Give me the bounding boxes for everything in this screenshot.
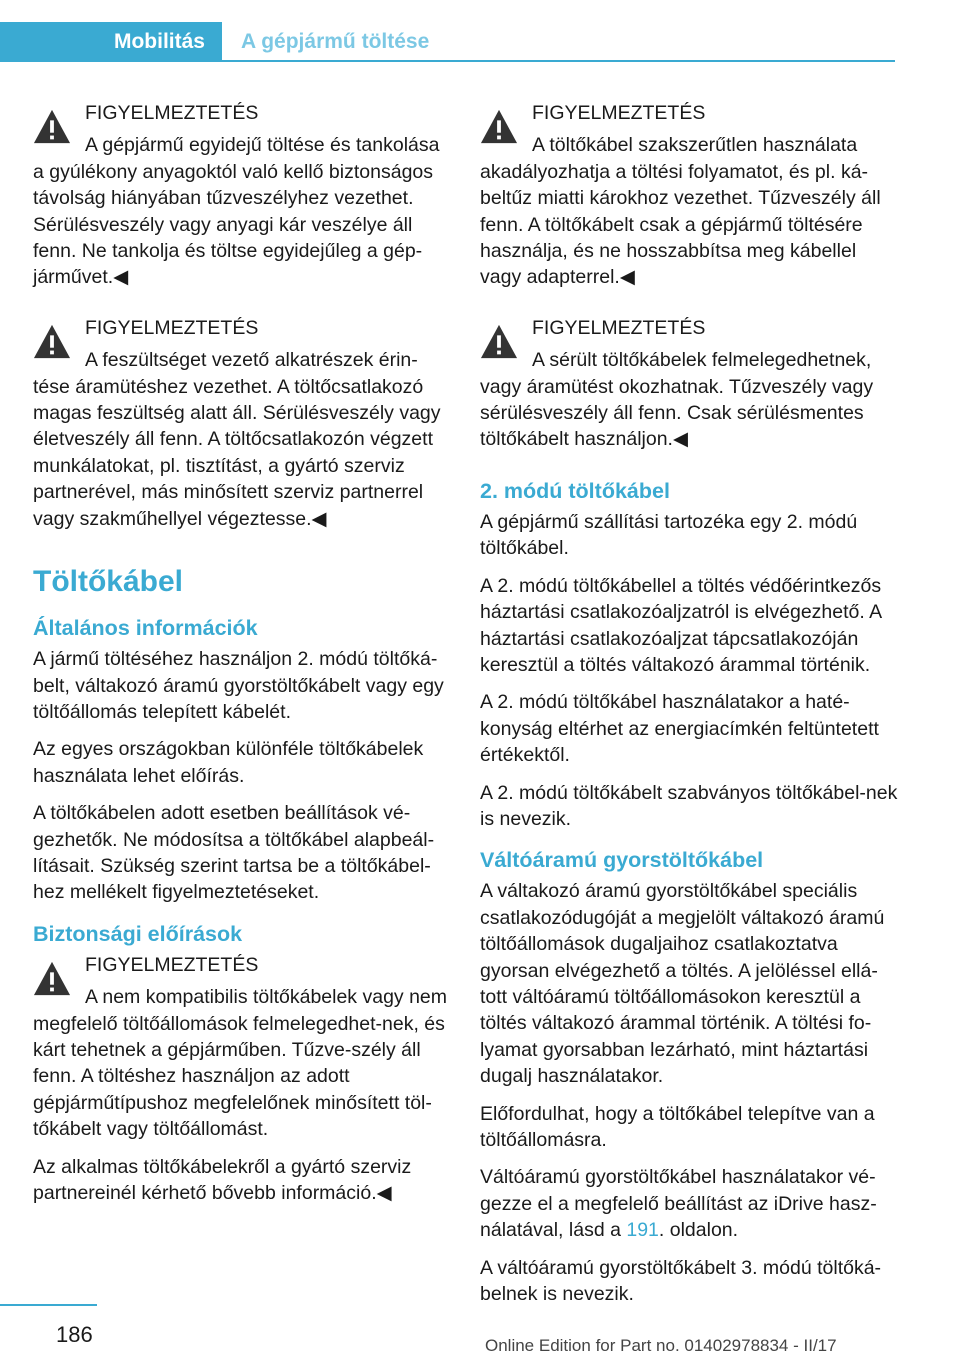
warning-text: A töltőkábel szakszerűtlen használata akadályozhatja a töltési folyamatot, és pl. ká-beltűz miatti károkhoz vezethet. Tűzveszély áll fenn. A töltőkábelt csak a gépjármű töltésére használja, és ne hosszabbítsa meg kábellel vagy adapterrel.◀ — [480, 134, 881, 289]
warning-title: FIGYELMEZTETÉS — [85, 953, 259, 976]
subsection-heading: 2. módú töltőkábel — [480, 478, 670, 503]
right-column — [480, 100, 898, 1318]
warning-triangle-icon — [480, 323, 518, 361]
paragraph: A gépjármű szállítási tartozéka egy 2. módú töltőkábel. — [480, 510, 858, 560]
header-section-tab: Mobilitás — [97, 22, 222, 62]
warning-block — [480, 315, 898, 453]
warning-title: FIGYELMEZTETÉS — [85, 102, 259, 124]
paragraph: A jármű töltéséhez használjon 2. módú töltőká-belt, váltakozó áramú gyorstöltőkábelt vagy egy töltőállomás telepített kábelét. — [33, 648, 444, 723]
paragraph: Előfordulhat, hogy a töltőkábel telepítve van a töltőállomásra. — [480, 1102, 875, 1151]
warning-title: FIGYELMEZTETÉS — [532, 102, 706, 124]
header-accent-block — [0, 22, 97, 62]
page-number-rule — [0, 1304, 97, 1306]
warning-block — [33, 315, 451, 532]
warning-triangle-icon — [33, 960, 71, 998]
paragraph: A töltőkábelen adott esetben beállítások vé-gezhetők. Ne módosítsa a töltőkábel alapbeál-lításait. Szükség szerint tartsa be a töltőkábel-hez mellékelt figyelmeztetéseket. — [33, 802, 435, 904]
paragraph-text: . oldalon. — [658, 1219, 739, 1242]
page-reference-link[interactable]: 191 — [626, 1219, 659, 1242]
paragraph — [480, 1164, 898, 1243]
paragraph: A váltóáramú gyorstöltőkábelt 3. módú töltőká-belnek is nevezik. — [480, 1256, 882, 1306]
subsection-heading: Általános információk — [33, 616, 258, 641]
edition-footer: Online Edition for Part no. 01402978834 - II/17 — [485, 1336, 837, 1355]
subsection-heading: Váltóáramú gyorstöltőkábel — [480, 848, 764, 873]
paragraph: A 2. módú töltőkábel használatakor a haté-konyság eltérhet az energiacímkén feltüntetett értékektől. — [480, 691, 879, 767]
warning-text: A gépjármű egyidejű töltése és tankolása a gyúlékony anyagoktól való kellő biztonságos távolság hiányában tűzveszélyhez vezethet. Sérülésveszély vagy anyagi kár veszélye áll fenn. Ne tankolja és töltse egyidejűleg a gép-járművet.◀ — [33, 134, 440, 289]
paragraph: Az egyes országokban különféle töltőkábelek használata lehet előírás. — [33, 738, 424, 787]
warning-block — [33, 952, 451, 1207]
warning-text: A feszültséget vezető alkatrészek érin-tése áramütéshez vezethet. A töltőcsatlakozó magas feszültség alatt áll. Sérülésveszély vagy életveszély áll fenn. A töltőcsatlakozón végzett munkálatokat, pl. tisztítást, a gyártó szerviz partnerével, más minősített szerviz partnerrel vagy szakműhellyel végeztesse.◀ — [33, 349, 441, 530]
paragraph: A 2. módú töltőkábellel a töltés védőérintkezős háztartási csatlakozóaljzatról is elvégezhető. A háztartási csatlakozóaljzat tápcsatlakozóján keresztül a töltés váltakozó árammal történik. — [480, 574, 882, 676]
warning-title: FIGYELMEZTETÉS — [85, 316, 259, 339]
warning-triangle-icon — [33, 108, 71, 146]
warning-block — [480, 100, 898, 291]
header-chapter-title: A gépjármű töltése — [241, 30, 430, 53]
page-number: 186 — [56, 1322, 93, 1347]
paragraph-text: Váltóáramú gyorstöltőkábel használatakor vé-gezze el a megfelelő beállítást az iDrive hasz-nálatával, lásd a — [480, 1166, 877, 1242]
warning-triangle-icon — [33, 323, 71, 361]
warning-block — [33, 100, 451, 291]
warning-title: FIGYELMEZTETÉS — [532, 316, 706, 339]
header-rule — [0, 60, 895, 62]
left-column — [33, 100, 451, 1230]
section-heading: Töltőkábel — [33, 565, 184, 599]
paragraph: A váltakozó áramú gyorstöltőkábel speciális csatlakozódugóját a megjelölt váltakozó áramú töltőállomások dugaljaihoz csatlakoztatva gyorsan elvégezhető a töltés. A jelöléssel ellá-tott váltóáramú töltőállomásokon keresztül a töltés váltakozó árammal történik. A töltési fo-lyamat gyorsabban lezárható, mint háztartási dugalj használatakor. — [480, 880, 885, 1088]
warning-triangle-icon — [480, 108, 518, 146]
warning-text: A sérült töltőkábelek felmelegedhetnek, vagy áramütést okozhatnak. Tűzveszély vagy sérülésveszély áll fenn. Csak sérülésmentes töltőkábelt használjon.◀ — [480, 349, 874, 451]
paragraph: A 2. módú töltőkábelt szabványos töltőkábel-nek is nevezik. — [480, 781, 898, 830]
subsection-heading: Biztonsági előírások — [33, 921, 243, 946]
warning-text: A nem kompatibilis töltőkábelek vagy nem megfelelő töltőállomások felmelegedhet-nek, és kárt tehetnek a gépjárműben. Tűzve-szély áll fenn. A töltéshez használjon az adott gépjárműtípushoz megfelelőnek minősített töl-tőkábelt vagy töltőállomást. — [33, 986, 448, 1141]
warning-text: Az alkalmas töltőkábelekről a gyártó szerviz partnereinél kérhető bővebb információ.◀ — [33, 1155, 412, 1204]
